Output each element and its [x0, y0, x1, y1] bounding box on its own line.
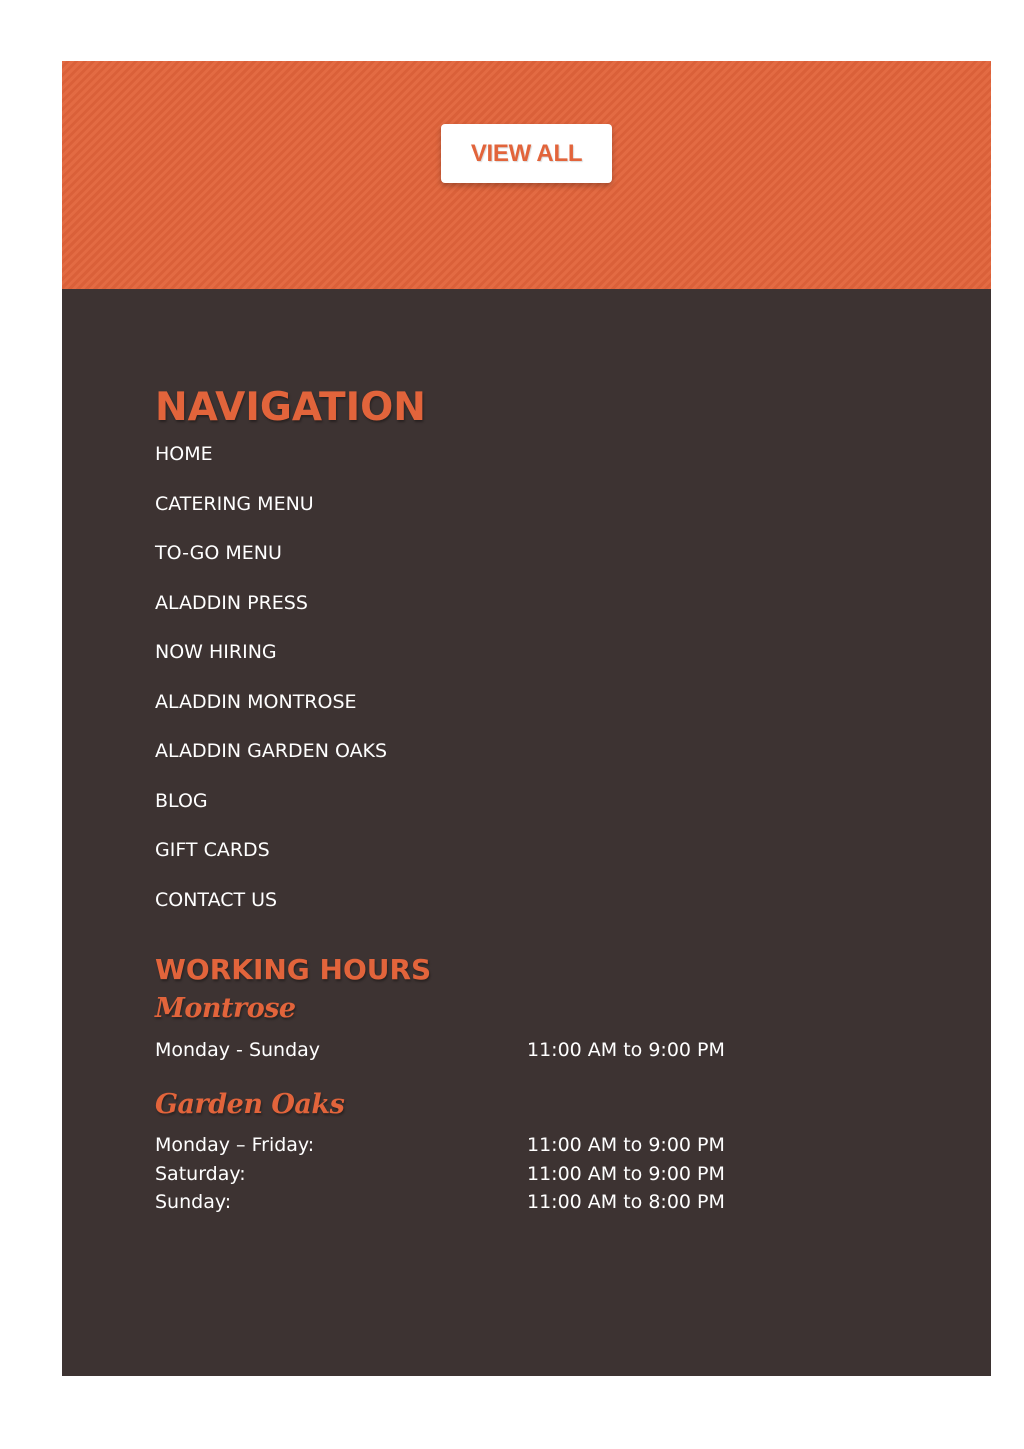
nav-item-home	[155, 441, 387, 491]
hours-days: Sunday:	[155, 1191, 232, 1214]
nav-item-aladdin-press	[155, 590, 387, 640]
location-title-montrose: Montrose	[155, 993, 296, 1024]
hours-time: 11:00 AM to 9:00 PM	[527, 1039, 725, 1062]
hours-table-montrose	[155, 1036, 725, 1065]
hours-days: Monday - Sunday	[155, 1039, 321, 1062]
nav-item-now-hiring	[155, 639, 387, 689]
hours-days: Monday – Friday:	[155, 1134, 315, 1157]
view-all-button[interactable]: VIEW ALL	[441, 124, 612, 183]
hours-time: 11:00 AM to 8:00 PM	[527, 1191, 725, 1214]
hours-row	[155, 1160, 725, 1189]
hours-table-garden-oaks	[155, 1131, 725, 1217]
nav-link-contact-us[interactable]: CONTACT US	[155, 888, 278, 911]
hours-row	[155, 1131, 725, 1160]
hours-time: 11:00 AM to 9:00 PM	[527, 1162, 725, 1185]
nav-item-gift-cards	[155, 837, 387, 887]
nav-item-to-go-menu	[155, 540, 387, 590]
hours-time: 11:00 AM to 9:00 PM	[527, 1134, 725, 1157]
nav-link-now-hiring[interactable]: NOW HIRING	[155, 641, 277, 663]
nav-link-to-go-menu[interactable]: TO-GO MENU	[155, 542, 282, 564]
working-hours-heading: WORKING HOURS	[155, 953, 432, 986]
nav-link-gift-cards[interactable]: GIFT CARDS	[155, 839, 270, 861]
page-frame	[62, 61, 991, 1376]
nav-link-home[interactable]: HOME	[155, 443, 213, 465]
footer-nav-list	[155, 441, 387, 936]
nav-link-catering-menu[interactable]: CATERING MENU	[155, 492, 314, 515]
hours-row	[155, 1036, 725, 1065]
nav-link-aladdin-press[interactable]: ALADDIN PRESS	[155, 591, 308, 614]
nav-item-aladdin-garden-oaks	[155, 738, 387, 788]
nav-link-blog[interactable]: BLOG	[155, 789, 208, 812]
hours-row	[155, 1188, 725, 1217]
nav-item-aladdin-montrose	[155, 689, 387, 739]
navigation-heading: NAVIGATION	[155, 385, 426, 430]
nav-link-aladdin-montrose[interactable]: ALADDIN MONTROSE	[155, 690, 357, 713]
hours-days: Saturday:	[155, 1162, 246, 1185]
nav-item-contact-us	[155, 887, 387, 937]
location-title-garden-oaks: Garden Oaks	[155, 1089, 345, 1120]
nav-link-aladdin-garden-oaks[interactable]: ALADDIN GARDEN OAKS	[155, 740, 388, 762]
nav-item-blog	[155, 788, 387, 838]
orange-banner	[62, 61, 991, 289]
site-footer	[62, 289, 991, 1376]
nav-item-catering-menu	[155, 491, 387, 541]
